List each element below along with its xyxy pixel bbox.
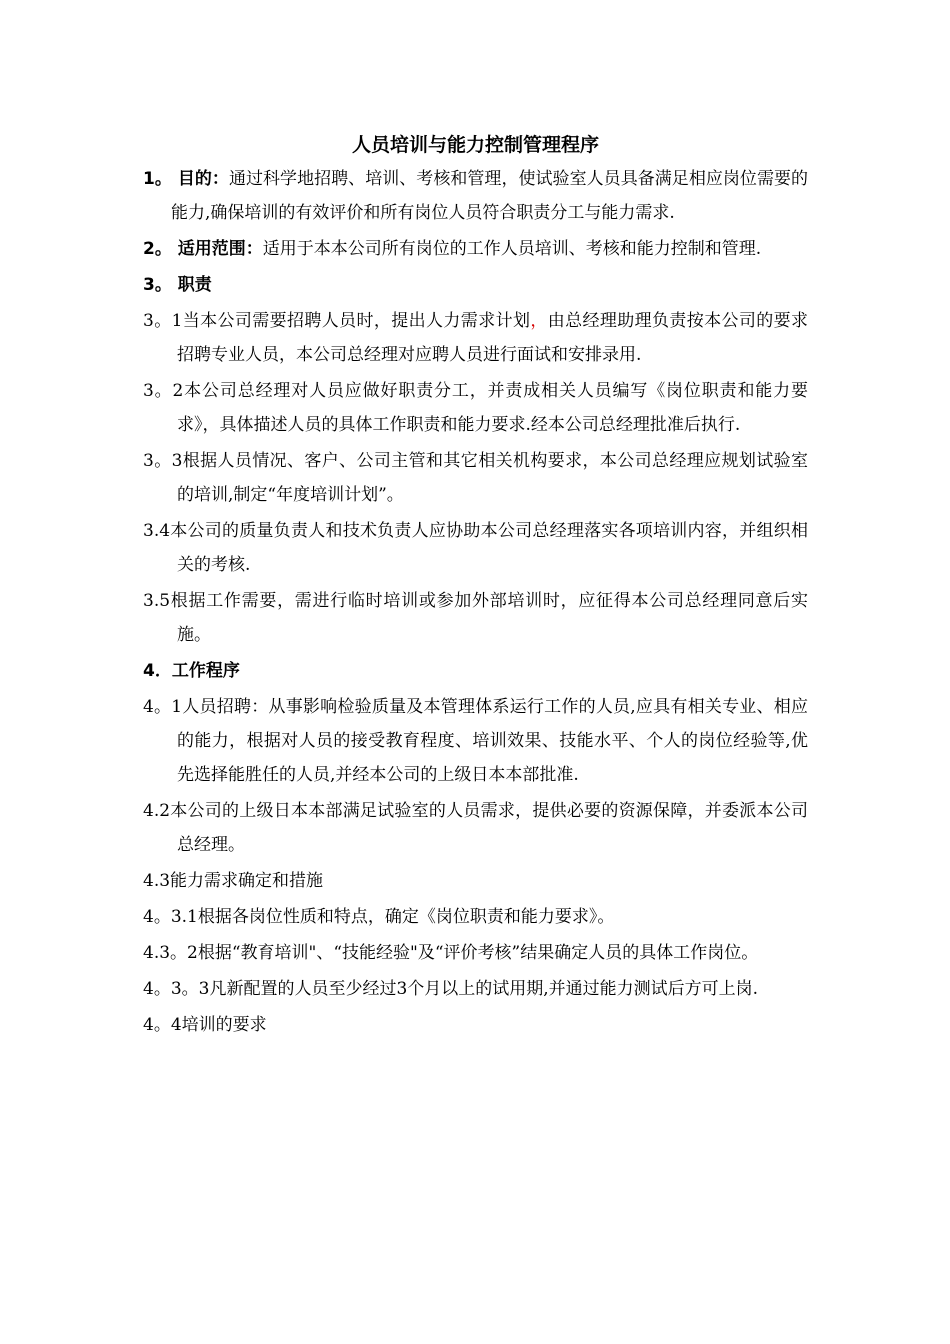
clause-3-3: 3。3根据人员情况、客户、公司主管和其它相关机构要求，本公司总经理应规划试验室的培训,制定“年度培训计划”。 [143, 451, 808, 505]
section-text: 适用于本本公司所有岗位的工作人员培训、考核和能力控制和管理. [262, 239, 762, 259]
section-label: 适用范围： [177, 239, 263, 259]
section-number: 2。 [143, 239, 178, 259]
section-number: 3。 [143, 275, 178, 295]
section-purpose [143, 162, 808, 230]
clause-3-1 [143, 304, 808, 372]
clause-text: 3。1当本公司需要招聘人员时，提出人力需求计划 [143, 311, 531, 331]
clause-3-4: 3.4本公司的质量负责人和技术负责人应协助本公司总经理落实各项培训内容，并组织相关的考核. [143, 521, 808, 575]
section-label: 职责 [177, 275, 212, 295]
clause-text-cont: 由总经理助理负责按本公司的要求招聘专业人员，本公司总经理对应聘人员进行面试和安排录用. [177, 311, 809, 365]
section-text: 通过科学地招聘、培训、考核和管理，使试验室人员具备满足相应岗位需要的能力,确保培训的有效评价和所有岗位人员符合职责分工与能力需求. [171, 169, 809, 223]
clause-red-comma: ， [530, 311, 548, 331]
clause-4-3-2: 4.3。2根据“教育培训"、“技能经验"及“评价考核”结果确定人员的具体工作岗位。 [143, 943, 759, 963]
clause-4-3-3: 4。3。3凡新配置的人员至少经过3个月以上的试用期,并通过能力测试后方可上岗. [143, 979, 759, 999]
clause-4-3-1: 4。3.1根据各岗位性质和特点，确定《岗位职责和能力要求》。 [143, 907, 615, 927]
section-duties-heading [143, 268, 808, 302]
clause-4-1: 4。1人员招聘：从事影响检验质量及本管理体系运行工作的人员,应具有相关专业、相应的能力，根据对人员的接受教育程度、培训效果、技能水平、个人的岗位经验等,优先选择能胜任的人员,并经本公司的上级日本本部批准. [143, 697, 808, 785]
section-number: 1。 [143, 169, 178, 189]
clause-3-5: 3.5根据工作需要，需进行临时培训或参加外部培训时，应征得本公司总经理同意后实施。 [143, 591, 808, 645]
section-procedure-heading: 4．工作程序 [143, 661, 240, 681]
clause-3-2: 3。2本公司总经理对人员应做好职责分工，并责成相关人员编写《岗位职责和能力要求》，具体描述人员的具体工作职责和能力要求.经本公司总经理批准后执行. [143, 381, 808, 435]
clause-4-4: 4。4培训的要求 [143, 1015, 267, 1035]
document-page [143, 128, 808, 1044]
clause-4-2: 4.2本公司的上级日本本部满足试验室的人员需求，提供必要的资源保障，并委派本公司总经理。 [143, 801, 808, 855]
document-title: 人员培训与能力控制管理程序 [351, 134, 599, 156]
clause-4-3: 4.3能力需求确定和措施 [143, 871, 324, 891]
section-scope [143, 232, 808, 266]
section-label: 目的： [177, 169, 229, 189]
